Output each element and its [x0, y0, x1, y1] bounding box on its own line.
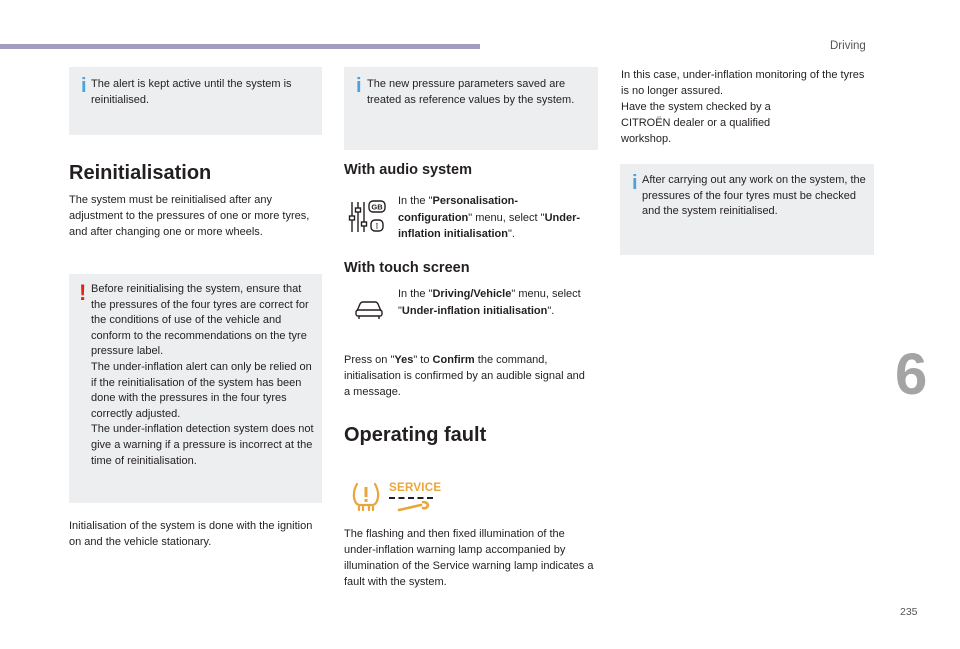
page-number: 235 [900, 606, 918, 618]
header-accent-bar [0, 44, 480, 49]
heading-audio-system: With audio system [344, 162, 472, 178]
heading-operating-fault: Operating fault [344, 424, 487, 446]
info-icon: i [81, 75, 87, 97]
section-title: Driving [830, 40, 866, 52]
info-box-reference [344, 67, 598, 150]
warning-text-3: The under-inflation detection system does not give a warning if a pressure is incorrect at the time of reinitialisation. [91, 423, 314, 467]
info-box-alert [69, 67, 322, 135]
info-text: After carrying out any work on the system, the pressures of the four tyres must be checked and the system reinitialised. [642, 174, 866, 218]
heading-touch-screen: With touch screen [344, 260, 470, 276]
warning-box [69, 274, 322, 503]
press-confirm-paragraph: Press on "Yes" to Confirm the command, initialisation is confirmed by an audible signal and a message. [344, 354, 585, 398]
audio-instructions: In the "Personalisation-configuration" menu, select "Under-inflation initialisation". [398, 195, 581, 240]
audio-settings-icon [348, 196, 388, 236]
warning-text-2: The under-inflation alert can only be relied on if the reinitialisation of the system has been done with the pressures in the four tyres correctly adjusted. [91, 360, 312, 420]
chapter-number: 6 [895, 342, 928, 407]
fault-description: The flashing and then fixed illumination of the under-inflation warning lamp accompanied by illumination of the Service warning lamp indicates a fault with the system. [344, 528, 594, 588]
warning-text-1: Before reinitialising the system, ensure that the pressures of the four tyres are correct for the conditions of use of the vehicle and conform to the recommendations on the tyre pressure label. [91, 283, 309, 358]
info-icon: i [632, 172, 638, 194]
info-text: The alert is kept active until the system is reinitialised. [91, 78, 292, 106]
svg-text:I: I [375, 221, 379, 231]
col3-paragraph-1: In this case, under-inflation monitoring of the tyres is no longer assured. [621, 69, 865, 97]
service-label: SERVICE [389, 482, 442, 494]
service-wrench-icon [389, 482, 442, 514]
tyre-pressure-warning-icon [350, 481, 382, 511]
closing-paragraph: Initialisation of the system is done with the ignition on and the vehicle stationary. [69, 520, 313, 548]
heading-reinitialisation: Reinitialisation [69, 162, 212, 184]
reinit-paragraph: The system must be reinitialised after any adjustment to the pressures of one or more tyres, and after changing one or more wheels. [69, 194, 310, 238]
info-icon: i [356, 75, 362, 97]
warning-icon: ! [79, 280, 87, 305]
info-box-after-work [620, 164, 874, 255]
svg-text:GB: GB [371, 202, 383, 212]
col3-paragraph-2: Have the system checked by a CITROËN dealer or a qualified workshop. [621, 101, 771, 145]
touch-instructions: In the "Driving/Vehicle" menu, select "Under-inflation initialisation". [398, 288, 581, 317]
info-text: The new pressure parameters saved are treated as reference values by the system. [367, 78, 575, 106]
car-icon [354, 298, 384, 320]
